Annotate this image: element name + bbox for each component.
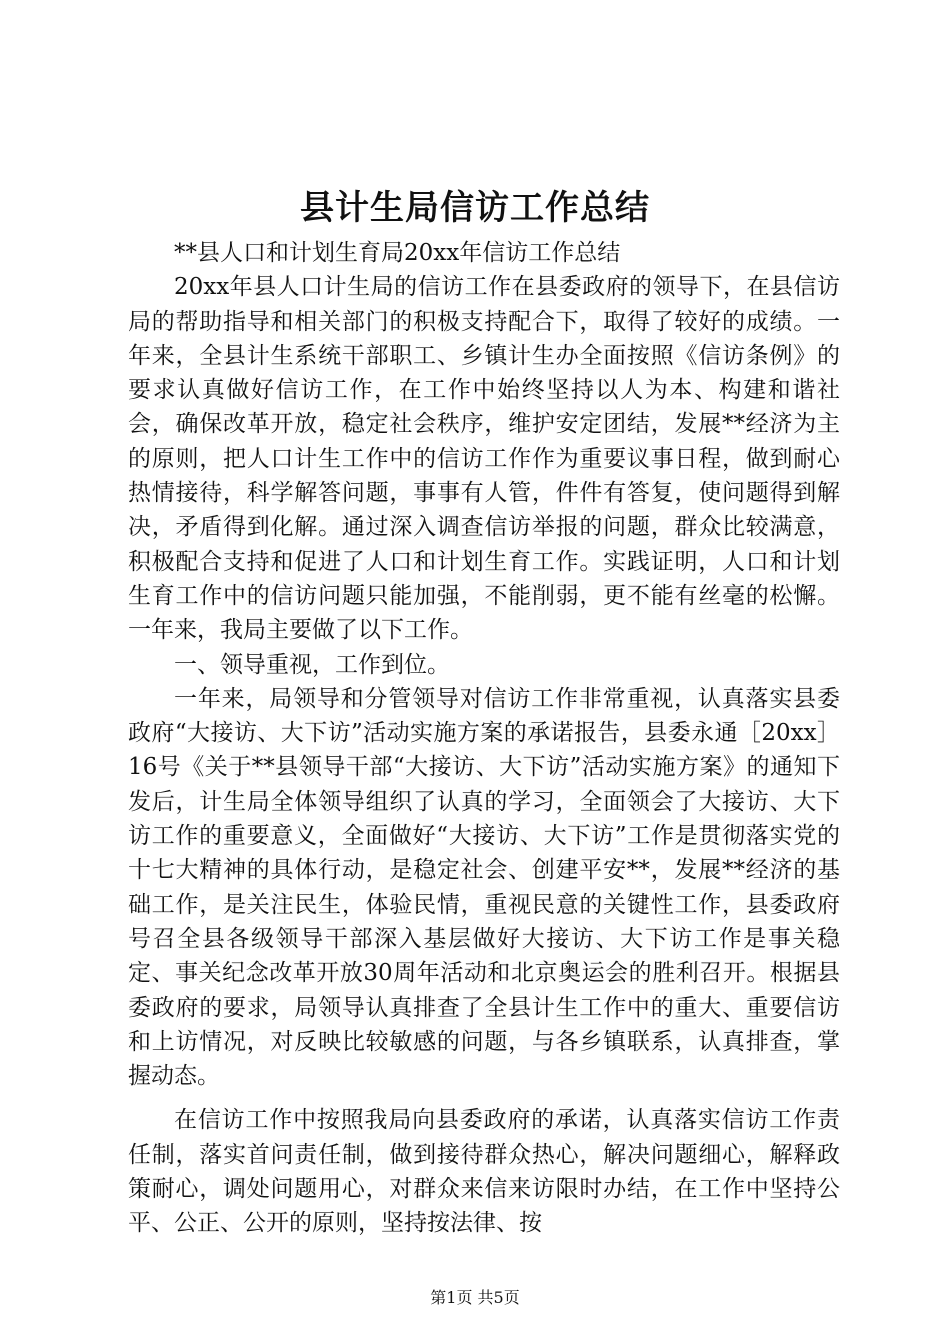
document-title: 县计生局信访工作总结 — [300, 188, 650, 228]
page-footer: 第1页 共5页 — [430, 1288, 520, 1307]
body-paragraph: 在信访工作中按照我局向县委政府的承诺，认真落实信访工作责任制，落实首问责任制，做到接待群众热心，解决问题细心，解释政策耐心，调处问题用心，对群众来信来访限时办结，在工作中坚持公平、公正、公开的原则，坚持按法律、按 — [128, 1107, 840, 1237]
subtitle-paragraph: **县人口和计划生育局20xx年信访工作总结 — [174, 240, 621, 266]
section-heading: 一、领导重视，工作到位。 — [174, 651, 450, 678]
document-body — [128, 236, 840, 1241]
intro-paragraph: 20xx年县人口计生局的信访工作在县委政府的领导下，在县信访局的帮助指导和相关部门的积极支持配合下，取得了较好的成绩。一年来，全县计生系统干部职工、乡镇计生办全面按照《信访条例》的要求认真做好信访工作，在工作中始终坚持以人为本、构建和谐社会，确保改革开放，稳定社会秩序，维护安定团结，发展**经济为主的原则，把人口计生工作中的信访工作作为重要议事日程，做到耐心热情接待，科学解答问题，事事有人管，件件有答复，使问题得到解决，矛盾得到化解。通过深入调查信访举报的问题，群众比较满意，积极配合支持和促进了人口和计划生育工作。实践证明，人口和计划生育工作中的信访问题只能加强，不能削弱，更不能有丝毫的松懈。一年来，我局主要做了以下工作。 — [128, 274, 840, 644]
body-paragraph: 一年来，局领导和分管领导对信访工作非常重视，认真落实县委政府“大接访、大下访”活动实施方案的承诺报告，县委永通［20xx］16号《关于**县领导干部“大接访、大下访”活动实施方案》的通知下发后，计生局全体领导组织了认真的学习，全面领会了大接访、大下访工作的重要意义，全面做好“大接访、大下访”工作是贯彻落实党的十七大精神的具体行动，是稳定社会、创建平安**，发展**经济的基础工作，是关注民生，体验民情，重视民意的关键性工作，县委政府号召全县各级领导干部深入基层做好大接访、大下访工作是事关稳定、事关纪念改革开放30周年活动和北京奥运会的胜利召开。根据县委政府的要求，局领导认真排查了全县计生工作中的重大、重要信访和上访情况，对反映比较敏感的问题，与各乡镇联系，认真排查，掌握动态。 — [128, 685, 840, 1090]
